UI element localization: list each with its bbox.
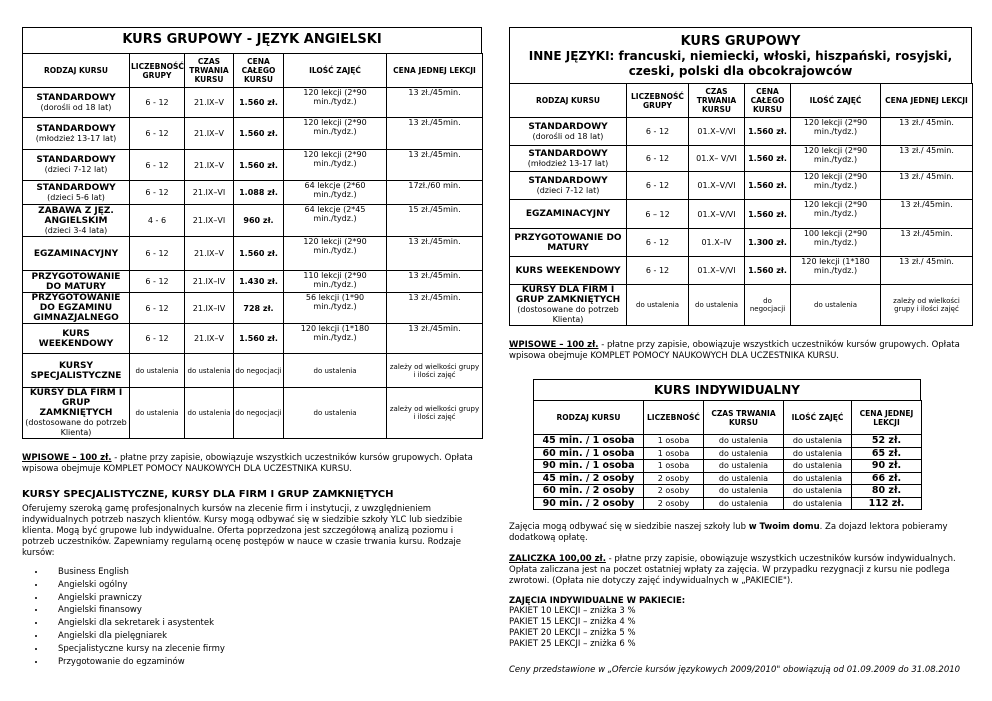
- course-name: KURSY DLA FIRM I GRUP ZAMKNIĘTYCH: [515, 285, 621, 305]
- table-row: [23, 271, 483, 293]
- price-validity-note: Ceny przedstawione w „Ofercie kursów językowych 2009/2010" obowiązują od 01.09.2009 do 31.08.2010: [509, 665, 961, 675]
- course-subtitle: (młodzież 13-17 lat): [527, 158, 609, 168]
- group-size-cell: 6 - 12: [627, 146, 689, 172]
- lesson-price-cell: 13 zł./45min.: [387, 324, 483, 354]
- place-text-bold: w Twoim domu: [748, 522, 820, 532]
- course-price-cell: 1.560 zł.: [234, 150, 284, 181]
- column-header: CZAS TRWANIA KURSU: [185, 54, 234, 88]
- group-size-cell: 6 - 12: [130, 118, 185, 150]
- lesson-price-cell: 15 zł./45min.: [387, 205, 483, 237]
- column-header: CENA CAŁEGO KURSU: [745, 84, 791, 118]
- course-name: KURSY DLA FIRM I GRUP ZAMKNIĘTYCH: [29, 388, 123, 418]
- list-item: PAKIET 25 LEKCJI – zniżka 6 %: [509, 639, 636, 649]
- group-size-cell: 6 - 12: [130, 237, 185, 271]
- special-courses-text: Oferujemy szeroką gamę profesjonalnych kursów na zlecenie firm i instytucji, z uwzględnieniem indywidualnych potrzeb naszych klientów. Kursy mogą odbywać się w siedzibie szkoły YLC lub siedzibie klienta. Mogą być grupowe lub indywidualne. Oferta poprzedzona jest szczegółową analizą poziomu i potrzeb uczestników. Zapewniamy regularną ocenę postępów w nauce w czasie trwania kursu. Rodzaje kursów:: [22, 504, 463, 558]
- group-size-cell: 6 – 12: [627, 200, 689, 229]
- table-row: [534, 460, 922, 473]
- list-item: • Angielski dla pielęgniarek: [46, 630, 482, 643]
- table-row: [510, 257, 973, 285]
- table-row: [23, 354, 483, 388]
- lesson-price-cell: 52 zł.: [852, 435, 922, 448]
- course-name: STANDARDOWY: [36, 92, 116, 103]
- lesson-count-cell: do ustalenia: [784, 497, 852, 510]
- lesson-price-cell: 13 zł./ 45min.: [881, 172, 973, 200]
- table-row: [23, 118, 483, 150]
- group-size-cell: 6 - 12: [627, 229, 689, 257]
- group-size-cell: 4 - 6: [130, 205, 185, 237]
- lesson-count-cell: do ustalenia: [784, 485, 852, 498]
- list-item: • Business English: [46, 566, 482, 579]
- course-price-cell: 1.560 zł.: [234, 88, 284, 118]
- list-item: PAKIET 20 LEKCJI – zniżka 5 %: [509, 628, 636, 638]
- course-name-cell: [23, 88, 130, 118]
- course-name-cell: [23, 205, 130, 237]
- course-price-cell: 1.560 zł.: [745, 172, 791, 200]
- place-text-end: . Za dojazd lektora pobieramy dodatkową opłatę.: [509, 522, 948, 543]
- course-subtitle: (dorośli od 18 lat): [40, 102, 112, 112]
- option-cell: 90 min. / 2 osoby: [534, 497, 644, 510]
- duration-cell: 21.IX–V: [185, 118, 234, 150]
- course-subtitle: (młodzież 13-17 lat): [35, 133, 117, 143]
- lesson-price-cell: 13 zł./45min.: [881, 229, 973, 257]
- table-row: [23, 293, 483, 324]
- course-subtitle: (dzieci 5-6 lat): [47, 192, 105, 202]
- table-row: [510, 229, 973, 257]
- option-cell: 45 min. / 1 osoba: [534, 435, 644, 448]
- duration-cell: do ustalenia: [704, 485, 784, 498]
- column-header: LICZEBNOŚĆ GRUPY: [627, 84, 689, 118]
- table-row: [510, 285, 973, 326]
- duration-cell: 21.IX–IV: [185, 293, 234, 324]
- lesson-price-cell: 65 zł.: [852, 447, 922, 460]
- course-price-cell: do negocjacji: [234, 354, 284, 388]
- option-cell: 45 min. / 2 osoby: [534, 472, 644, 485]
- course-name: KURS WEEKENDOWY: [515, 265, 621, 276]
- individual-course-table: [533, 400, 922, 510]
- group-size-cell: 6 - 12: [130, 181, 185, 205]
- group-size-cell: do ustalenia: [130, 354, 185, 388]
- lesson-price-cell: 90 zł.: [852, 460, 922, 473]
- size-cell: 1 osoba: [644, 447, 704, 460]
- group-size-cell: 6 - 12: [130, 271, 185, 293]
- group-size-cell: 6 - 12: [627, 172, 689, 200]
- place-text: Zajęcia mogą odbywać się w siedzibie naszej szkoły lub: [509, 522, 749, 532]
- lesson-price-cell: 13 zł./45min.: [387, 293, 483, 324]
- right-column: [509, 0, 972, 676]
- group-size-cell: do ustalenia: [130, 388, 185, 439]
- column-header: CZAS TRWANIA KURSU: [689, 84, 745, 118]
- course-price-cell: 1.300 zł.: [745, 229, 791, 257]
- duration-cell: 21.IX–V: [185, 150, 234, 181]
- course-subtitle: (dzieci 7-12 lat): [44, 165, 108, 174]
- place-note: [509, 522, 972, 544]
- course-subtitle: (dorośli od 18 lat): [532, 131, 604, 141]
- table-row: [510, 172, 973, 200]
- duration-cell: 01.X–V/VI: [689, 200, 745, 229]
- table-row: [23, 324, 483, 354]
- table-header-row: [23, 54, 483, 88]
- column-header: ILOŚĆ ZAJĘĆ: [284, 54, 387, 88]
- duration-cell: 01.X–IV: [689, 229, 745, 257]
- course-name-cell: [510, 172, 627, 200]
- size-cell: 2 osoby: [644, 497, 704, 510]
- lesson-price-cell: 13 zł./45min.: [387, 237, 483, 271]
- table-header-row: [534, 401, 922, 435]
- lesson-count-cell: 120 lekcji (1*180 min./tydz.): [791, 257, 881, 285]
- course-subtitle: (dostosowane do potrzeb Klienta): [517, 305, 619, 324]
- course-name: PRZYGOTOWANIE DO MATURY: [514, 232, 622, 253]
- table-row: [23, 205, 483, 237]
- lesson-count-cell: do ustalenia: [784, 472, 852, 485]
- duration-cell: do ustalenia: [704, 460, 784, 473]
- option-cell: 60 min. / 2 osoby: [534, 485, 644, 498]
- list-item: • Specjalistyczne kursy na zlecenie firmy: [46, 643, 482, 656]
- group-fee-text: - płatne przy zapisie, obowiązuje wszystkich uczestników kursów grupowych. Opłata wpisowa obejmuje KOMPLET POMOCY NAUKOWYCH DLA UCZESTNIKA KURSU.: [22, 453, 473, 474]
- option-cell: 90 min. / 1 osoba: [534, 460, 644, 473]
- size-cell: 1 osoba: [644, 435, 704, 448]
- list-item: • Angielski prawniczy: [46, 592, 482, 605]
- other-languages-list: francuski, niemiecki, włoski, hiszpański, rosyjski, czeski, polski dla obcokrajowców: [614, 49, 953, 78]
- package-heading: ZAJĘCIA INDYWIDUALNE W PAKIECIE:: [509, 596, 686, 606]
- course-price-cell: 728 zł.: [234, 293, 284, 324]
- course-price-cell: 1.088 zł.: [234, 181, 284, 205]
- lesson-price-cell: 13 zł./45min.: [387, 150, 483, 181]
- lesson-price-cell: 17zł./60 min.: [387, 181, 483, 205]
- duration-cell: do ustalenia: [704, 447, 784, 460]
- table-header-row: [510, 84, 973, 118]
- course-name: KURS WEEKENDOWY: [38, 328, 114, 349]
- duration-cell: do ustalenia: [689, 285, 745, 326]
- column-header: CZAS TRWANIA KURSU: [704, 401, 784, 435]
- list-item: • Angielski dla sekretarek i asystentek: [46, 617, 482, 630]
- course-name-cell: [510, 200, 627, 229]
- other-fee-note: [509, 340, 972, 362]
- table-row: [510, 146, 973, 172]
- other-fee-label: WPISOWE – 100 zł.: [509, 340, 599, 350]
- lesson-price-cell: 13 zł./45min.: [387, 88, 483, 118]
- course-price-cell: 1.560 zł.: [234, 324, 284, 354]
- lesson-price-cell: zależy od wielkości grupy i ilości zajęć: [387, 388, 483, 439]
- size-cell: 2 osoby: [644, 485, 704, 498]
- left-column: [22, 0, 482, 668]
- course-name: STANDARDOWY: [36, 182, 116, 193]
- other-languages-title: [509, 27, 972, 83]
- duration-cell: do ustalenia: [185, 354, 234, 388]
- duration-cell: 21.IX–V: [185, 88, 234, 118]
- list-item: • Przygotowanie do egzaminów: [46, 656, 482, 669]
- advance-note: [509, 554, 972, 587]
- list-item: PAKIET 15 LEKCJI – zniżka 4 %: [509, 617, 636, 627]
- course-name: STANDARDOWY: [36, 123, 116, 134]
- duration-cell: 21.IX–V: [185, 324, 234, 354]
- duration-cell: 01.X–V/VI: [689, 118, 745, 146]
- group-size-cell: do ustalenia: [627, 285, 689, 326]
- course-price-cell: 1.560 zł.: [234, 118, 284, 150]
- table-row: [23, 181, 483, 205]
- course-name: STANDARDOWY: [36, 155, 116, 165]
- course-name-cell: [23, 271, 130, 293]
- course-name: ZABAWA Z JĘZ. ANGIELSKIM: [38, 205, 114, 226]
- lesson-count-cell: 120 lekcji (2*90 min./tydz.): [791, 200, 881, 229]
- lesson-count-cell: 120 lekcji (2*90 min./tydz.): [284, 88, 387, 118]
- table-row: [23, 388, 483, 439]
- lesson-count-cell: 120 lekcji (2*90 min./tydz.): [791, 118, 881, 146]
- duration-cell: 21.IX–VI: [185, 205, 234, 237]
- course-name: EGZAMINACYJNY: [525, 209, 611, 219]
- course-name-cell: [510, 257, 627, 285]
- english-course-title: [22, 27, 482, 53]
- lesson-price-cell: 66 zł.: [852, 472, 922, 485]
- course-name-cell: [510, 118, 627, 146]
- lesson-count-cell: do ustalenia: [791, 285, 881, 326]
- course-name-cell: [23, 181, 130, 205]
- list-item: • Angielski finansowy: [46, 604, 482, 617]
- column-header: CENA JEDNEJ LEKCJI: [852, 401, 922, 435]
- column-header: CENA JEDNEJ LEKCJI: [387, 54, 483, 88]
- lesson-count-cell: do ustalenia: [784, 460, 852, 473]
- option-cell: 60 min. / 1 osoba: [534, 447, 644, 460]
- group-size-cell: 6 - 12: [130, 293, 185, 324]
- duration-cell: do ustalenia: [704, 497, 784, 510]
- column-header: RODZAJ KURSU: [534, 401, 644, 435]
- lesson-count-cell: 64 lekcje (2*45 min./tydz.): [284, 205, 387, 237]
- course-price-cell: 1.560 zł.: [745, 257, 791, 285]
- course-name-cell: [23, 354, 130, 388]
- column-header: LICZEBNOŚĆ: [644, 401, 704, 435]
- course-subtitle: (dzieci 7-12 lat): [536, 185, 600, 195]
- table-row: [534, 435, 922, 448]
- advance-label: ZALICZKA 100,00 zł.: [509, 554, 606, 564]
- column-header: CENA CAŁEGO KURSU: [234, 54, 284, 88]
- lesson-count-cell: 120 lekcji (2*90 min./tydz.): [791, 172, 881, 200]
- course-name: PRZYGOTOWANIE DO EGZAMINU GIMNAZJALNEGO: [31, 293, 121, 323]
- course-subtitle: (dostosowane do potrzeb Klienta): [25, 418, 127, 437]
- duration-cell: 01.X– V/VI: [689, 146, 745, 172]
- course-name: EGZAMINACYJNY: [33, 248, 119, 259]
- lesson-count-cell: 64 lekcje (2*60 min./tydz.): [284, 181, 387, 205]
- lesson-count-cell: 120 lekcji (2*90 min./tydz.): [791, 146, 881, 172]
- duration-cell: do ustalenia: [704, 435, 784, 448]
- group-fee-label: WPISOWE – 100 zł.: [22, 453, 112, 463]
- lesson-count-cell: do ustalenia: [284, 388, 387, 439]
- lesson-price-cell: 13 zł./ 45min.: [881, 118, 973, 146]
- course-price-cell: 1.560 zł.: [745, 118, 791, 146]
- duration-cell: do ustalenia: [704, 472, 784, 485]
- column-header: ILOŚĆ ZAJĘĆ: [784, 401, 852, 435]
- table-row: [534, 447, 922, 460]
- size-cell: 2 osoby: [644, 472, 704, 485]
- lesson-count-cell: do ustalenia: [284, 354, 387, 388]
- column-header: RODZAJ KURSU: [23, 54, 130, 88]
- duration-cell: 01.X–V/VI: [689, 172, 745, 200]
- lesson-price-cell: 13 zł./ 45min.: [881, 257, 973, 285]
- other-fee-text: - płatne przy zapisie, obowiązuje wszystkich uczestników kursów grupowych. Opłata wpisowa obejmuje KOMPLET POMOCY NAUKOWYCH DLA UCZESTNIKA KURSU.: [509, 340, 960, 361]
- lesson-count-cell: 120 lekcji (2*90 min./tydz.): [284, 118, 387, 150]
- column-header: CENA JEDNEJ LEKCJI: [881, 84, 973, 118]
- duration-cell: 01.X–V/VI: [689, 257, 745, 285]
- course-name: KURSY SPECJALISTYCZNE: [30, 360, 122, 381]
- group-size-cell: 6 - 12: [627, 118, 689, 146]
- other-languages-label: INNE JĘZYKI:: [528, 49, 615, 63]
- table-row: [23, 150, 483, 181]
- lesson-count-cell: 120 lekcji (1*180 min./tydz.): [284, 324, 387, 354]
- course-name-cell: [510, 146, 627, 172]
- column-header: ILOŚĆ ZAJĘĆ: [791, 84, 881, 118]
- duration-cell: 21.IX–IV: [185, 271, 234, 293]
- size-cell: 1 osoba: [644, 460, 704, 473]
- lesson-count-cell: 120 lekcji (2*90 min./tydz.): [284, 237, 387, 271]
- course-name: STANDARDOWY: [528, 148, 608, 159]
- special-courses-list: [46, 566, 482, 668]
- group-size-cell: 6 - 12: [627, 257, 689, 285]
- table-row: [534, 485, 922, 498]
- english-course-table: [22, 53, 483, 439]
- course-name-cell: [23, 237, 130, 271]
- course-price-cell: do negocjacji: [745, 285, 791, 326]
- course-name-cell: [23, 388, 130, 439]
- lesson-price-cell: 13 zł./45min.: [881, 200, 973, 229]
- course-price-cell: 1.560 zł.: [234, 237, 284, 271]
- lesson-count-cell: do ustalenia: [784, 435, 852, 448]
- table-row: [510, 118, 973, 146]
- table-row: [23, 88, 483, 118]
- list-item: • Angielski ogólny: [46, 579, 482, 592]
- list-item: PAKIET 10 LEKCJI – zniżka 3 %: [509, 606, 636, 616]
- lesson-count-cell: 100 lekcji (2*90 min./tydz.): [791, 229, 881, 257]
- lesson-count-cell: 56 lekcji (1*90 min./tydz.): [284, 293, 387, 324]
- column-header: LICZEBNOŚĆ GRUPY: [130, 54, 185, 88]
- course-price-cell: 1.560 zł.: [745, 200, 791, 229]
- other-languages-table: [509, 83, 973, 326]
- group-size-cell: 6 - 12: [130, 324, 185, 354]
- column-header: RODZAJ KURSU: [510, 84, 627, 118]
- course-name-cell: [510, 229, 627, 257]
- special-courses-heading: KURSY SPECJALISTYCZNE, KURSY DLA FIRM I GRUP ZAMKNIĘTYCH: [22, 489, 394, 500]
- advance-text: - płatne przy zapisie, obowiązuje wszystkich uczestników kursów indywidualnych. Opłata zaliczana jest na poczet ostatniej wpłaty za zajęcia. W przypadku rezygnacji z kursu nie podlega zwrotowi. (Opłata nie dotyczy zajęć indywidualnych w „PAKIECIE").: [509, 554, 956, 586]
- other-languages-title-line1: KURS GRUPOWY: [680, 34, 801, 49]
- table-row: [534, 497, 922, 510]
- course-name: STANDARDOWY: [528, 121, 608, 132]
- course-price-cell: 960 zł.: [234, 205, 284, 237]
- duration-cell: 21.IX–V: [185, 237, 234, 271]
- lesson-price-cell: 80 zł.: [852, 485, 922, 498]
- duration-cell: do ustalenia: [185, 388, 234, 439]
- table-row: [23, 237, 483, 271]
- lesson-count-cell: do ustalenia: [784, 447, 852, 460]
- lesson-price-cell: 13 zł./ 45min.: [881, 146, 973, 172]
- course-name: PRZYGOTOWANIE DO MATURY: [31, 271, 121, 292]
- course-name-cell: [23, 150, 130, 181]
- course-name-cell: [23, 118, 130, 150]
- table-row: [534, 472, 922, 485]
- lesson-price-cell: zależy od wielkości grupy i ilości zajęć: [881, 285, 973, 326]
- duration-cell: 21.IX–VI: [185, 181, 234, 205]
- group-size-cell: 6 - 12: [130, 150, 185, 181]
- course-price-cell: 1.430 zł.: [234, 271, 284, 293]
- group-fee-note: [22, 453, 482, 475]
- lesson-count-cell: 120 lekcji (2*90 min./tydz.): [284, 150, 387, 181]
- course-subtitle: (dzieci 3-4 lata): [44, 225, 108, 235]
- group-size-cell: 6 - 12: [130, 88, 185, 118]
- individual-course-title: KURS INDYWIDUALNY: [533, 379, 921, 400]
- package-list: [509, 606, 972, 650]
- table-row: [510, 200, 973, 229]
- course-price-cell: do negocjacji: [234, 388, 284, 439]
- course-name: STANDARDOWY: [528, 175, 608, 186]
- other-languages-title-line2: [514, 49, 967, 79]
- lesson-count-cell: 110 lekcji (2*90 min./tydz.): [284, 271, 387, 293]
- lesson-price-cell: zależy od wielkości grupy i ilości zajęć: [387, 354, 483, 388]
- lesson-price-cell: 13 zł./45min.: [387, 118, 483, 150]
- course-name-cell: [23, 293, 130, 324]
- english-course-title-text: KURS GRUPOWY - JĘZYK ANGIELSKI: [122, 32, 382, 47]
- lesson-price-cell: 112 zł.: [852, 497, 922, 510]
- course-price-cell: 1.560 zł.: [745, 146, 791, 172]
- course-name-cell: [23, 324, 130, 354]
- lesson-price-cell: 13 zł./45min.: [387, 271, 483, 293]
- course-name-cell: [510, 285, 627, 326]
- individual-course-block: [533, 379, 921, 510]
